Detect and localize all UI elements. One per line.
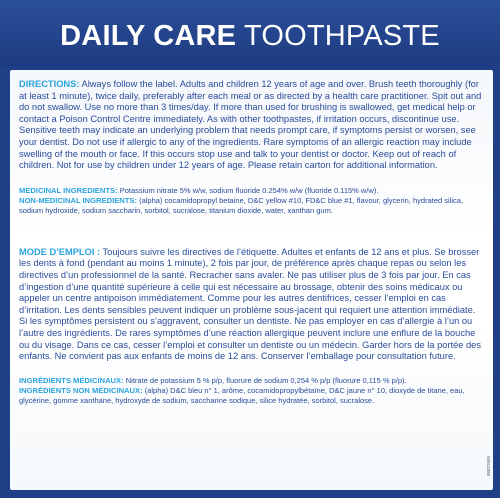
directions-text: Always follow the label. Adults and children 12 years of age and over. Brush teeth thoroughly (for at least 1 minute), twice daily, preferably after each meal or as directed by a health care practitioner. Spit out and do not swallow. Use no more than 3 times/day. If more than used for brushing is swallowed, get medical help or contact a Poison Control Centre immediately. As with other toothpastes, if irritation occurs, discontinue use. Sensitive teeth may indicate an underlying problem that needs prompt care, if symptoms persist or worsen, see your dentist. Do not use if allergic to any of the ingredients. Rare symptoms of an allergic reaction may include swelling of the mouth or face. If this occurs stop use and talk to your dentist or doctor. Keep out of reach of children. Not for use by children under 12 years of age. Please retain carton for additional information.: [19, 79, 482, 171]
medicinal-ingredients: [19, 186, 484, 196]
non-medicinal-ingredients: [19, 196, 484, 216]
english-directions: [19, 79, 484, 172]
label-panel: [10, 70, 493, 490]
french-ingredients: [19, 376, 484, 406]
product-title-bold: DAILY CARE: [60, 19, 237, 52]
medicinal-label: MEDICINAL INGREDIENTS:: [19, 185, 118, 195]
directions-label: DIRECTIONS:: [19, 79, 80, 89]
section-spacer: [19, 216, 484, 247]
english-ingredients: [19, 186, 484, 216]
header-banner: [0, 0, 500, 66]
mode-emploi-text: Toujours suivre les directives de l’étiquette. Adultes et enfants de 12 ans et plus. Se brosser les dents à fond (pendant au moins 1 minute), 2 fois par jour, de préférence après chaque repas ou selon les directives d’un professionnel de la santé. Recracher sans avaler. Ne pas utiliser plus de 3 fois par jour. En cas d’ingestion d’une quantité supérieure à celle qui est nécessaire au brossage, obtenir des soins médicaux ou appeler un centre antipoison immédiatement. Comme pour les autres dentifrices, cesser l’emploi en cas d’irritation. Les dents sensibles peuvent indiquer un problème sous-jacent qui requiert une attention immédiate. Si les symptômes persistent ou s’aggravent, consulter un dentiste. Ne pas employer en cas d’allergie à l’un ou l’autre des ingrédients. De rares symptômes d’une réaction allergique peuvent inclure une enflure de la bouche ou du visage. Dans ce cas, cesser l’emploi et consulter un dentiste ou un médecin. Garder hors de la portée des enfants. Ne convient pas aux enfants de moins de 12 ans. Conserver l’emballage pour consultation future.: [19, 246, 482, 362]
ingredients-non-medicinaux: [19, 386, 484, 406]
ingredients-medicinaux: [19, 376, 484, 386]
non-medicinal-label: NON-MEDICINAL INGREDIENTS:: [19, 195, 137, 205]
product-title-rest: TOOTHPASTE: [243, 19, 440, 52]
barcode-number: 86827655: [486, 455, 491, 476]
medicinal-text: Potassium nitrate 5% w/w, sodium fluoride 0.254% w/w (fluoride 0.115% w/w).: [119, 185, 379, 195]
ingredients-non-medicinaux-label: INGRÉDIENTS NON MÉDICINAUX:: [19, 385, 143, 395]
ingredients-medicinaux-label: INGRÉDIENTS MÉDICINAUX:: [19, 375, 124, 385]
product-title: [60, 14, 440, 53]
ingredients-non-medicinaux-text: (alpha) D&C bleu n° 1, arôme, cocamidopropylbétaïne, D&C jaune n° 10, dioxyde de titane, eau, glycérine, gomme xanthane, hydroxyde de sodium, saccharine sodique, silice hydratée, sorbitol, sucralose.: [19, 385, 465, 405]
non-medicinal-text: (alpha) cocamidopropyl betaine, D&C yellow #10, FD&C blue #1, flavour, glycerin, hydrated silica, sodium hydroxide, sodium saccharin, sorbitol, sucralose, titanium dioxide, water, xanthan gum.: [19, 195, 464, 215]
ingredients-medicinaux-text: Nitrate de potassium 5 % p/p, fluorure de sodium 0,254 % p/p (fluorure 0,115 % p/p).: [125, 375, 407, 385]
french-directions: [19, 247, 484, 363]
mode-emploi-label: MODE D’EMPLOI :: [19, 246, 101, 257]
